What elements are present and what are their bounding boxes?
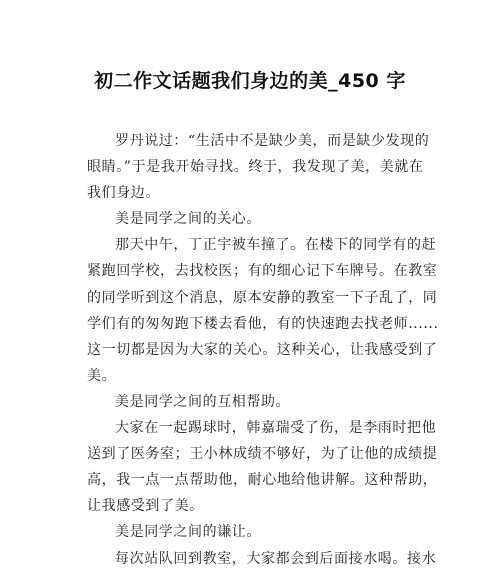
paragraph-line: 眼睛。”于是我开始寻找。终于，我发现了美，美就在 [87,159,424,176]
paragraph-line: 大家在一起踢球时，韩嘉瑞受了伤，是李雨时把他 [115,420,437,437]
paragraph-line: 每次站队回到教室，大家都会到后面接水喝。接水 [115,550,437,567]
paragraph-line: 学们有的匆匆跑下楼去看他，有的快速跑去找老师...... [87,315,439,332]
paragraph-line: 美是同学之间的互相帮助。 [115,393,291,410]
paragraph-line: 的同学听到这个消息，原本安静的教室一下子乱了，同 [87,289,438,306]
paragraph-line: 这一切都是因为大家的关心。这种关心，让我感受到了 [87,341,438,358]
paragraph-line: 送到了医务室；王小林成绩不够好，为了让他的成绩提 [87,446,438,463]
paragraph-line: 高，我一点一点帮助他，耐心地给他讲解。这种帮助， [87,472,438,489]
paragraph-line: 美是同学之间的谦让。 [115,524,261,541]
paragraph-line: 紧跑回学校，去找校医；有的细心记下车牌号。在教室 [87,263,438,280]
paragraph-line: 美是同学之间的关心。 [115,211,261,228]
paragraph-line: 让我感受到了美。 [87,498,204,515]
paragraph-line: 那天中午，丁正宇被车撞了。在楼下的同学有的赶 [115,237,437,254]
paragraph-line: 罗丹说过：“生活中不是缺少美，而是缺少发现的 [115,133,430,149]
document-title: 初二作文话题我们身边的美_450 字 [94,70,406,92]
paragraph-line: 我们身边。 [87,185,160,202]
document-body [87,128,439,572]
paragraph-line: 美。 [87,367,117,384]
